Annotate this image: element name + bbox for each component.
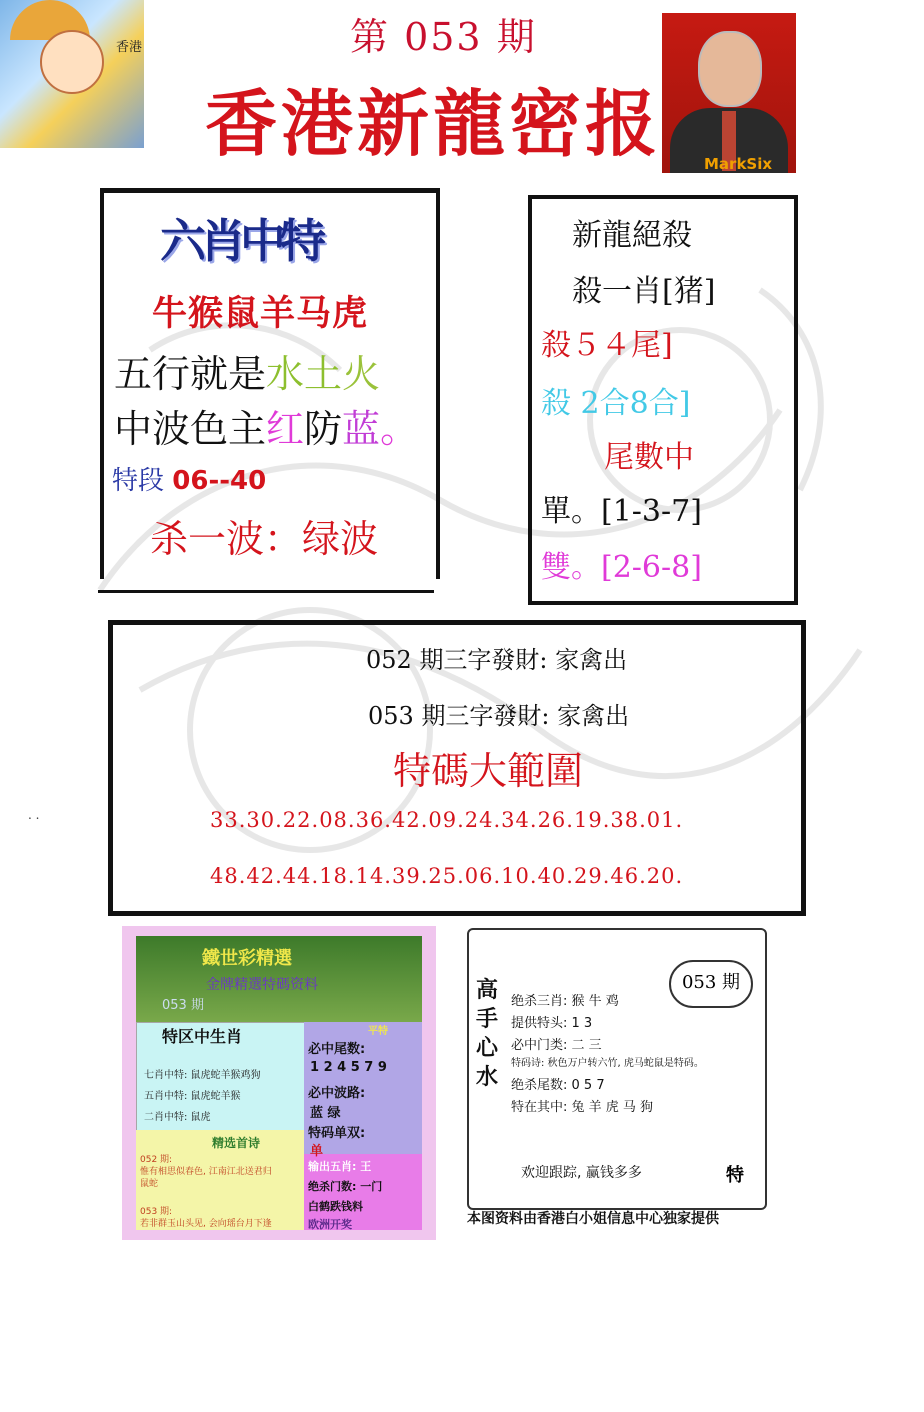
master-tips-card bbox=[467, 928, 767, 1210]
five-elements-line bbox=[114, 343, 380, 398]
kill-tail: 殺５４尾] bbox=[541, 328, 673, 363]
master-special-head: 提供特头: 1 3 bbox=[511, 1016, 593, 1031]
zodiac-heading: 六肖中特 bbox=[160, 214, 320, 268]
footer-credit: 本图资料由香港白小姐信息中心独家提供 bbox=[467, 1211, 719, 1227]
zodiac-animals: 牛猴鼠羊马虎 bbox=[152, 293, 369, 334]
master-poem: 特码诗: 秋色万户转六竹, 虎马蛇鼠是特码。 bbox=[511, 1058, 704, 1069]
stray-dots: . . bbox=[28, 808, 40, 822]
range-value: 06--40 bbox=[172, 466, 267, 496]
master-welcome: 欢迎跟踪, 赢钱多多 bbox=[521, 1165, 642, 1181]
pink-wave-title: 必中波路: bbox=[308, 1086, 366, 1101]
wave-blue: 蓝 bbox=[342, 407, 381, 451]
pink-odd-even-title: 特码单双: bbox=[308, 1126, 366, 1141]
wave-color-line bbox=[114, 398, 418, 453]
pink-top-subtitle: 金牌精選特碼资料 bbox=[206, 977, 318, 993]
pink-two: 二肖中特: 鼠虎 bbox=[144, 1112, 211, 1123]
kill-heading: 新龍絕殺 bbox=[572, 218, 692, 253]
master-kill-three: 绝杀三肖: 猴 牛 鸡 bbox=[511, 994, 619, 1009]
pink-top-title: 鐵世彩精選 bbox=[202, 948, 292, 969]
photo-watermark: MarkSix bbox=[704, 155, 773, 173]
odd-tails: 單。[1-3-7] bbox=[541, 494, 702, 529]
wave-prefix: 中波色主 bbox=[114, 407, 267, 451]
kill-combo: 殺 2合8合] bbox=[541, 386, 691, 421]
numbers-row-1: 33.30.22.08.36.42.09.24.34.26.19.38.01. bbox=[210, 808, 684, 832]
pink-tail-numbers: 1 2 4 5 7 9 bbox=[310, 1060, 387, 1075]
master-kill-tail: 绝杀尾数: 0 5 7 bbox=[511, 1078, 605, 1093]
pink-poem2: 若非群玉山头见, 会向瑶台月下逢 bbox=[140, 1219, 272, 1229]
pink-poem2-issue: 053 期: bbox=[140, 1207, 173, 1217]
line-053: 053 期三字發財: 家禽出 bbox=[368, 702, 630, 730]
issue-number: 第 053 期 bbox=[350, 15, 537, 59]
pink-odd-even-value: 单 bbox=[310, 1144, 324, 1159]
tail-middle: 尾數中 bbox=[604, 440, 694, 475]
pink-seven: 七肖中特: 鼠虎蛇羊猴鸡狗 bbox=[144, 1070, 261, 1081]
pink-poem1: 惟有相思似春色, 江南江北送君归 bbox=[140, 1167, 272, 1177]
pink-five: 五肖中特: 鼠虎蛇羊猴 bbox=[144, 1091, 241, 1102]
portrait-photo bbox=[662, 13, 796, 173]
pink-info-card bbox=[122, 926, 436, 1240]
star-burst-icon bbox=[715, 1152, 755, 1192]
pink-poem1-answer: 鼠蛇 bbox=[140, 1179, 159, 1189]
master-sure-gate: 必中门类: 二 三 bbox=[511, 1038, 602, 1053]
range-label: 特段 bbox=[112, 466, 165, 496]
pink-extra-1: 输出五肖: 王 bbox=[308, 1160, 372, 1173]
element-water: 水 bbox=[266, 352, 305, 396]
wave-end: 。 bbox=[380, 407, 419, 451]
pink-wave-value: 蓝 绿 bbox=[310, 1106, 341, 1121]
left-box-baseline bbox=[98, 590, 434, 593]
pink-zodiac-title: 特区中生肖 bbox=[162, 1027, 243, 1046]
pink-poem1-issue: 052 期: bbox=[140, 1155, 173, 1165]
pink-right-label: 平特 bbox=[368, 1026, 388, 1037]
special-range bbox=[112, 460, 266, 497]
pink-extra-4: 欧洲开奖 bbox=[308, 1218, 352, 1231]
element-fire: 火 bbox=[342, 352, 381, 396]
elements-prefix: 五行就是 bbox=[114, 352, 267, 396]
page-title: 香港新龍密报 bbox=[205, 81, 662, 166]
master-within: 特在其中: 兔 羊 虎 马 狗 bbox=[511, 1100, 654, 1115]
kill-wave: 杀一波：绿波 bbox=[150, 517, 379, 561]
pink-issue: 053 期 bbox=[162, 998, 204, 1013]
master-vertical-title: 高手心水 bbox=[476, 977, 499, 1090]
master-cloud-issue: 053 期 bbox=[669, 960, 753, 1008]
star-label: 特 bbox=[726, 1165, 744, 1186]
cartoon-corner-image bbox=[0, 0, 144, 148]
big-range-heading: 特碼大範圍 bbox=[393, 749, 584, 793]
line-052: 052 期三字發財: 家禽出 bbox=[366, 646, 628, 674]
pink-poem-title: 精选首诗 bbox=[212, 1136, 261, 1150]
kill-zodiac: 殺一肖[猪] bbox=[572, 274, 716, 309]
corner-tag: 香港 bbox=[116, 40, 143, 55]
element-earth: 土 bbox=[304, 352, 343, 396]
pink-extra-2: 绝杀门数: 一门 bbox=[308, 1180, 383, 1193]
numbers-row-2: 48.42.44.18.14.39.25.06.10.40.29.46.20. bbox=[210, 864, 684, 888]
wave-mid: 防 bbox=[304, 407, 343, 451]
pink-tail-title: 必中尾数: bbox=[308, 1042, 366, 1057]
even-tails: 雙。[2-6-8] bbox=[541, 550, 702, 585]
pink-extra-3: 白鹤跌钱料 bbox=[308, 1200, 363, 1213]
wave-red: 红 bbox=[266, 407, 305, 451]
